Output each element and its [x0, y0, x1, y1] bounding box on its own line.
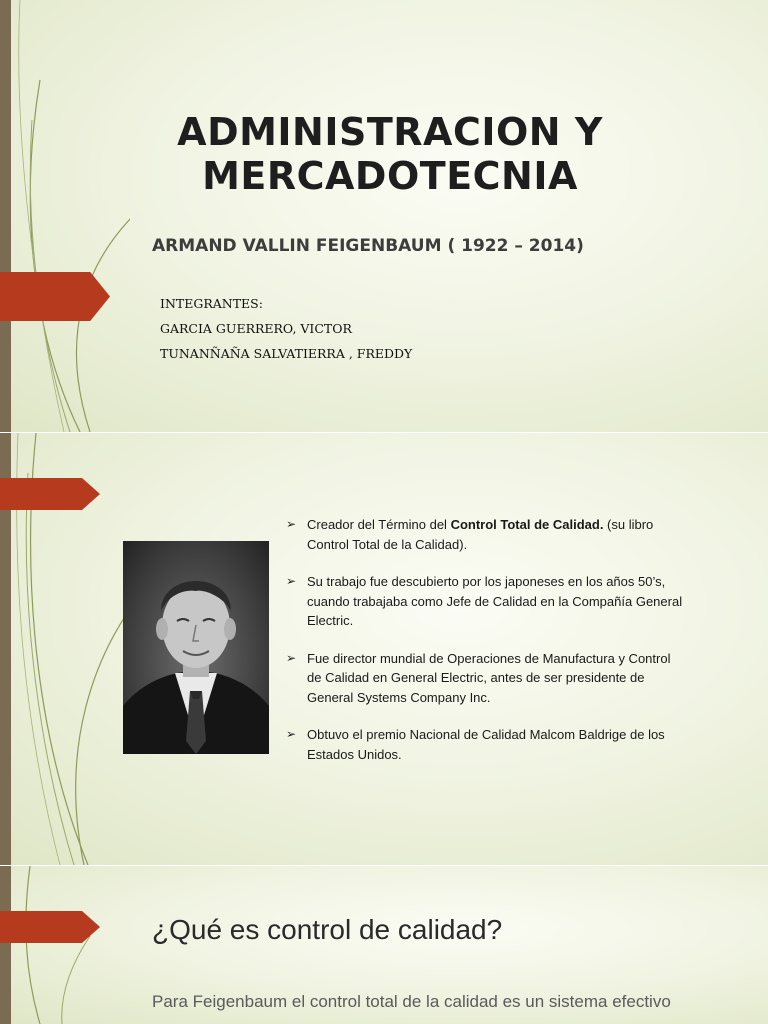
arrow-tab [0, 911, 100, 943]
decorative-curves [0, 0, 130, 432]
bullet-text: (su libro Control Total de la Calidad). [307, 517, 654, 552]
bullet-item [286, 725, 686, 764]
slide-definition [0, 866, 768, 1024]
bullet-bold-text: Control Total de Calidad. [450, 517, 604, 532]
arrow-tab [0, 272, 110, 321]
bullet-list [286, 515, 686, 782]
members-label: INTEGRANTES: [160, 296, 263, 311]
member-name: TUNANÑAÑA SALVATIERRA , FREDDY [160, 346, 413, 361]
bullet-text: Su trabajo fue descubierto por los japoneses en los años 50’s, cuando trabajaba como Jefe de Calidad en la Compañía General Electric. [307, 574, 683, 628]
slide-paragraph: Para Feigenbaum el control total de la calidad es un sistema efectivo [152, 992, 671, 1011]
bullet-arrow-icon: ➢ [286, 650, 297, 665]
bullet-text: Fue director mundial de Operaciones de Manufactura y Control de Calidad en General Electric, antes de ser presidente de General Systems Company Inc. [307, 650, 671, 705]
subtitle: ARMAND VALLIN FEIGENBAUM ( 1922 – 2014) [152, 236, 584, 256]
bullet-arrow-icon: ➢ [286, 727, 297, 741]
slide-biography [0, 433, 768, 865]
bullet-item [286, 649, 686, 708]
portrait-photo [123, 541, 269, 754]
decorative-curves [0, 866, 130, 1024]
title-line-1: ADMINISTRACION Y [177, 110, 603, 154]
title-line-2: MERCADOTECNIA [202, 154, 578, 198]
presentation-title [100, 110, 680, 198]
slide-title [0, 0, 768, 432]
bullet-text: Obtuvo el premio Nacional de Calidad Malcom Baldrige de los Estados Unidos. [307, 727, 665, 762]
bullet-text: Creador del Término del [307, 517, 451, 532]
bullet-arrow-icon: ➢ [286, 574, 297, 588]
arrow-tab [0, 478, 100, 510]
bullet-item [286, 572, 686, 631]
members-block [160, 291, 412, 366]
member-name: GARCIA GUERRERO, VICTOR [160, 321, 352, 336]
bullet-item [286, 515, 686, 554]
bullet-arrow-icon: ➢ [286, 517, 297, 531]
slide-heading: ¿Qué es control de calidad? [152, 914, 503, 945]
portrait-illustration [123, 541, 269, 754]
